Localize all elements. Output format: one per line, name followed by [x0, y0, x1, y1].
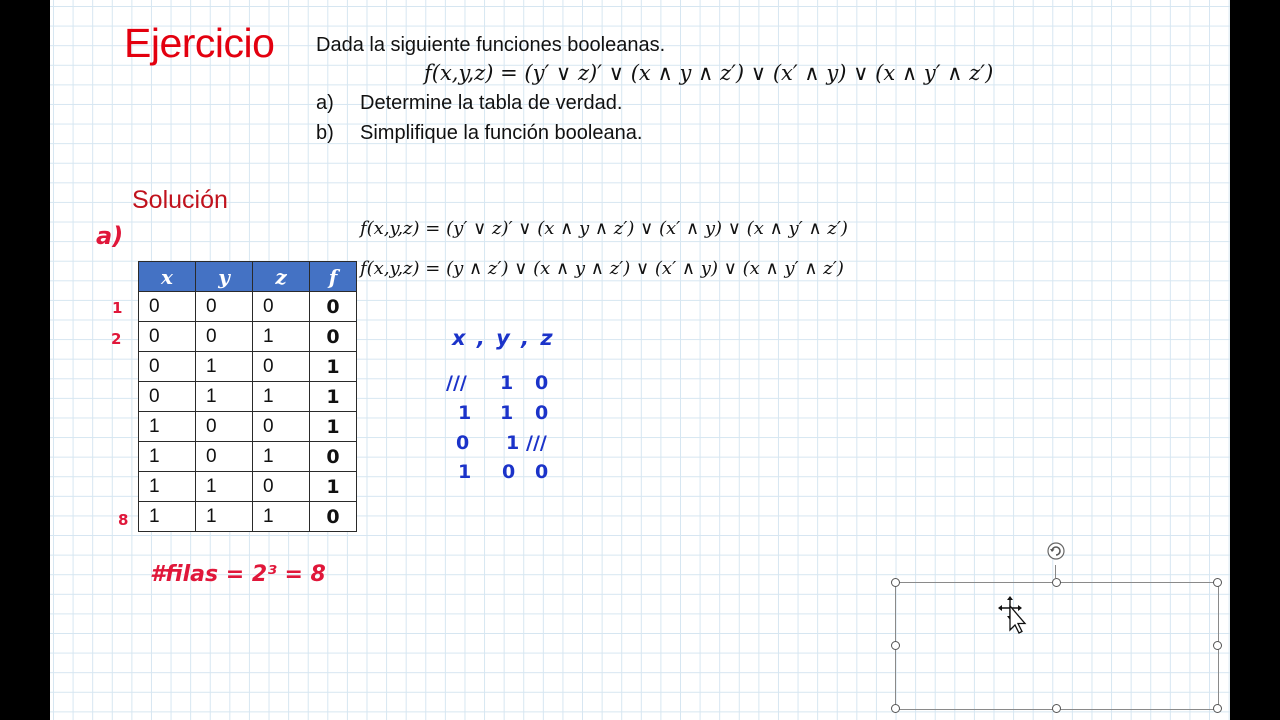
cell: 1 [139, 412, 196, 442]
cell: 0 [196, 292, 253, 322]
note-cell: 1 [500, 402, 514, 424]
header-z: z [253, 262, 310, 292]
handwritten-f-value: 0 [310, 502, 357, 532]
table-row [139, 442, 357, 472]
solution-equation-2: f(x,y,z) = (y ∧ z′) ∨ (x ∧ y ∧ z′) ∨ (x′ ∧ y) ∨ (x ∧ y′ ∧ z′) [360, 258, 844, 279]
cell: 1 [196, 352, 253, 382]
item-b-label: b) [316, 122, 334, 144]
table-row [139, 292, 357, 322]
resize-handle-bottom[interactable] [1052, 704, 1061, 713]
table-row [139, 382, 357, 412]
rotate-handle-icon[interactable] [1046, 541, 1066, 561]
cell: 1 [253, 502, 310, 532]
cell: 1 [196, 502, 253, 532]
row-number-2: 2 [111, 330, 122, 348]
item-b-text: Simplifique la función booleana. [360, 122, 643, 144]
slide-page [50, 0, 1230, 720]
handwritten-f-value: 1 [310, 412, 357, 442]
table-row [139, 472, 357, 502]
cell: 0 [253, 352, 310, 382]
selected-text-box[interactable] [895, 582, 1219, 710]
exercise-title: Ejercicio [124, 20, 275, 66]
header-x: x [139, 262, 196, 292]
cell: 1 [139, 502, 196, 532]
exercise-item-b [316, 122, 642, 145]
table-row [139, 322, 357, 352]
cell: 1 [196, 472, 253, 502]
cell: 0 [196, 322, 253, 352]
truth-table-header-row [139, 262, 357, 292]
notes-header: x , y , z [452, 326, 555, 350]
exercise-intro: Dada la siguiente funciones booleanas. [316, 34, 666, 56]
solution-equation-1: f(x,y,z) = (y′ ∨ z)′ ∨ (x ∧ y ∧ z′) ∨ (x′ ∧ y) ∨ (x ∧ y′ ∧ z′) [360, 218, 848, 239]
note-cell: 1 [500, 372, 514, 394]
note-cell: 1 [458, 461, 472, 483]
header-y: y [196, 262, 253, 292]
item-a-label: a) [316, 92, 334, 114]
row-number-1: 1 [112, 299, 123, 317]
resize-handle-top[interactable] [1052, 578, 1061, 587]
handwritten-f-value: 0 [310, 292, 357, 322]
note-cell: 1 [506, 432, 520, 454]
rotate-handle-stem [1055, 565, 1056, 578]
solution-heading: Solución [132, 186, 228, 214]
handwritten-f-value: 1 [310, 472, 357, 502]
cell: 0 [139, 352, 196, 382]
resize-handle-right[interactable] [1213, 641, 1222, 650]
resize-handle-bottom-left[interactable] [891, 704, 900, 713]
resize-handle-top-left[interactable] [891, 578, 900, 587]
cell: 1 [196, 382, 253, 412]
cell: 1 [253, 322, 310, 352]
exercise-item-a [316, 92, 622, 115]
cell: 1 [139, 472, 196, 502]
resize-handle-bottom-right[interactable] [1213, 704, 1222, 713]
cell: 0 [253, 412, 310, 442]
table-row [139, 412, 357, 442]
handwritten-f-value: 0 [310, 442, 357, 472]
note-cell: 1 [458, 402, 472, 424]
cell: 0 [196, 442, 253, 472]
note-cell: /// [526, 432, 547, 454]
boolean-function: f(x,y,z) = (y′ ∨ z)′ ∨ (x ∧ y ∧ z′) ∨ (x′ ∧ y) ∨ (x ∧ y′ ∧ z′) [424, 61, 994, 85]
item-a-text: Determine la tabla de verdad. [360, 92, 623, 114]
rows-formula: #filas = 2³ = 8 [150, 562, 326, 587]
note-cell: 0 [535, 372, 549, 394]
table-row [139, 352, 357, 382]
resize-handle-top-right[interactable] [1213, 578, 1222, 587]
cell: 1 [139, 442, 196, 472]
handwritten-f-value: 0 [310, 322, 357, 352]
cell: 1 [253, 382, 310, 412]
cell: 0 [253, 472, 310, 502]
header-f: f [310, 262, 357, 292]
handwritten-f-value: 1 [310, 352, 357, 382]
cell: 0 [139, 292, 196, 322]
table-row [139, 502, 357, 532]
cell: 0 [253, 292, 310, 322]
cell: 0 [139, 322, 196, 352]
part-a-label: a) [96, 222, 124, 250]
cell: 0 [196, 412, 253, 442]
note-cell: 0 [502, 461, 516, 483]
cell: 1 [253, 442, 310, 472]
cell: 0 [139, 382, 196, 412]
note-cell: 0 [456, 432, 470, 454]
resize-handle-left[interactable] [891, 641, 900, 650]
move-cursor-icon [998, 596, 1028, 636]
handwritten-f-value: 1 [310, 382, 357, 412]
truth-table [138, 261, 357, 532]
note-cell: 0 [535, 461, 549, 483]
note-cell: 0 [535, 402, 549, 424]
row-number-8: 8 [118, 511, 129, 529]
note-cell: /// [446, 372, 467, 394]
